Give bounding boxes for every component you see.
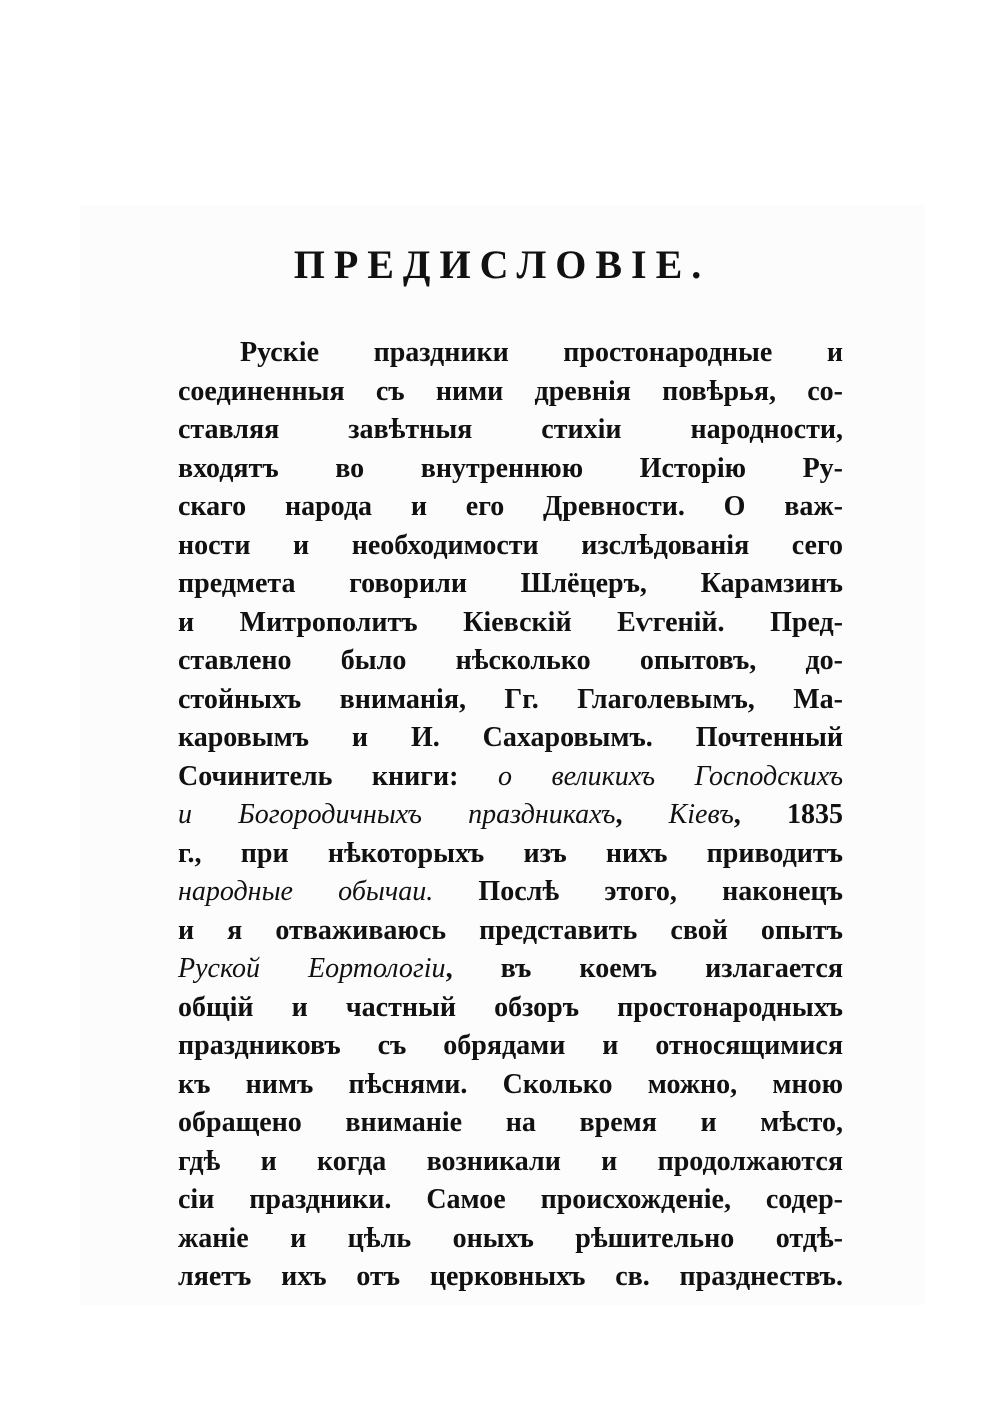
text-segment: ставлено было нѣсколько опытовъ, до- [178,645,843,676]
text-segment: , въ коемъ излагается [445,953,843,984]
text-segment: входятъ во внутреннюю Исторію Ру- [178,452,843,484]
text-line [178,719,843,758]
preface-text [178,334,843,1297]
page-title: ПРЕДИСЛОВІЕ. [293,242,711,287]
text-line [178,334,843,373]
text-line [178,912,843,951]
text-segment: сіи праздники. Самое происхожденіе, содер- [178,1184,843,1215]
text-line [178,1258,843,1297]
text-segment: жаніе и цѣль оныхъ рѣшительно отдѣ- [178,1222,843,1254]
text-line [178,873,843,912]
text-segment: Сочинитель книги: [178,760,498,792]
text-segment: ляетъ ихъ отъ церковныхъ св. празднествъ. [178,1261,843,1292]
text-segment: праздниковъ съ обрядами и относящимися [178,1030,843,1061]
text-line [178,950,843,989]
text-line [178,758,843,797]
text-line [178,450,843,489]
text-segment: Послѣ этого, наконецъ [433,876,843,907]
text-line [178,796,843,835]
text-line [178,411,843,450]
text-line [178,565,843,604]
text-segment: , [615,799,669,830]
text-line [178,642,843,681]
text-segment: каровымъ и И. Сахаровымъ. Почтенный [178,722,843,753]
text-segment: и Митрополитъ Кіевскій Еѵгеній. Пред- [178,606,843,638]
italic-text-segment: Кіевъ [668,799,734,830]
text-line [178,1027,843,1066]
text-segment: скаго народа и его Древности. О важ- [178,491,843,522]
text-segment: ставляя завѣтныя стихіи народности, [178,414,843,445]
text-segment: , 1835 [733,799,844,830]
text-line [178,1220,843,1259]
text-line [178,604,843,643]
text-line [178,681,843,720]
text-line [178,1181,843,1220]
text-line [178,1104,843,1143]
text-segment: предмета говорили Шлёцеръ, Карамзинъ [178,568,843,599]
text-line [178,989,843,1028]
text-line [178,1143,843,1182]
text-line [178,1066,843,1105]
text-segment: г., при нѣкоторыхъ изъ нихъ приводитъ [178,837,843,869]
text-segment: къ нимъ пѣснями. Сколько можно, мною [178,1068,843,1100]
italic-text-segment: и Богородичныхъ праздникахъ [178,799,616,830]
text-line [178,527,843,566]
text-segment: обращено вниманіе на время и мѣсто, [178,1107,843,1138]
text-segment: стойныхъ вниманія, Гг. Глаголевымъ, Ма- [178,683,843,715]
text-segment: общій и частный обзоръ простонародныхъ [178,991,843,1023]
text-segment: гдѣ и когда возникали и продолжаются [178,1145,843,1177]
text-segment: ности и необходимости изслѣдованія сего [178,529,843,561]
text-segment: и я отваживаюсь представить свой опытъ [178,914,843,946]
text-line [178,488,843,527]
text-segment: соединенныя съ ними древнія повѣрья, со- [178,375,843,407]
italic-text-segment: о великихъ Господскихъ [498,760,843,792]
italic-text-segment: Руской Еортологіи [178,953,446,984]
text-line [178,373,843,412]
text-segment: Рускіе праздники простонародные и [240,337,843,368]
italic-text-segment: народные обычаи. [178,876,434,907]
text-line [178,835,843,874]
